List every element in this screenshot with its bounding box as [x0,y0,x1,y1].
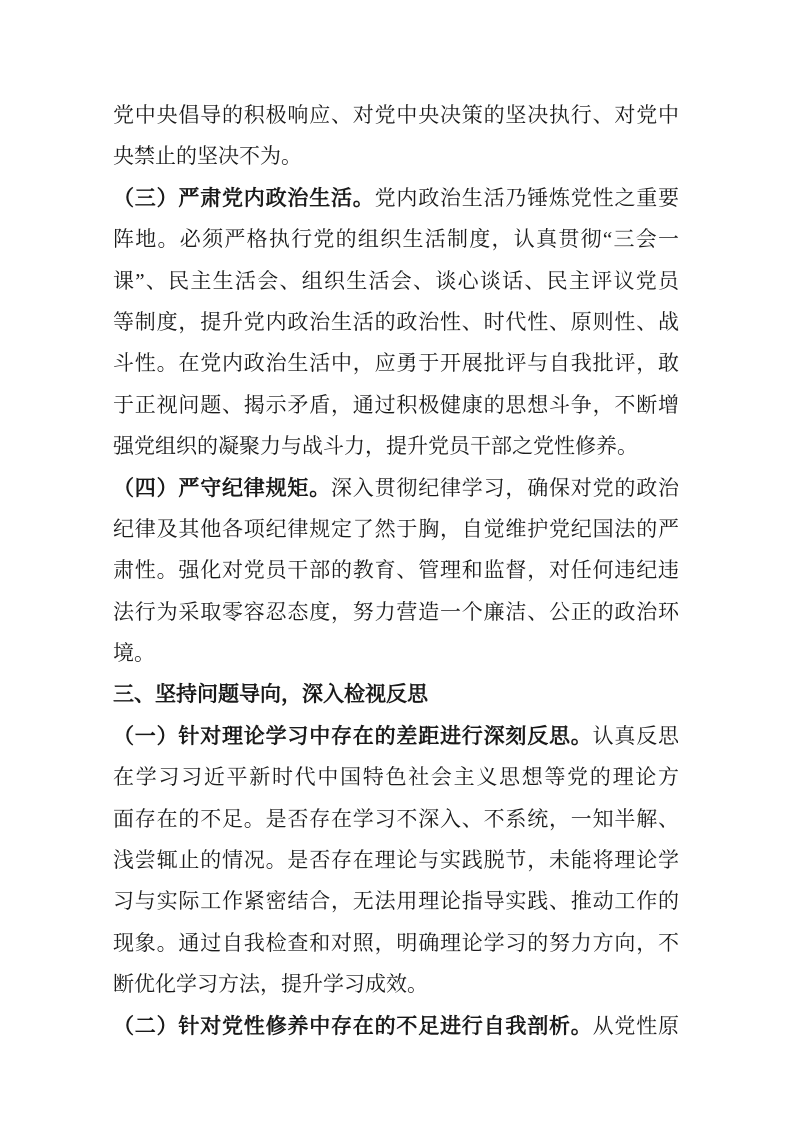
text-segment: 在学习习近平新时代中国特色社会主义思想等党的理论方 [113,765,679,790]
text-line [113,509,679,550]
text-segment: 课”、民主生活会、组织生活会、谈心谈话、民主评议党员 [113,268,679,293]
text-segment: 境。 [113,641,155,666]
text-segment: 党中央倡导的积极响应、对党中央决策的坚决执行、对党中 [113,103,679,127]
text-line [113,261,679,302]
text-segment: 斗性。在党内政治生活中，应勇于开展批评与自我批评，敢 [113,351,679,376]
section-heading-line [113,674,679,715]
text-segment: 强党组织的凝聚力与战斗力，提升党员干部之党性修养。 [113,434,638,459]
text-line [113,881,679,922]
text-line [113,840,679,881]
text-segment: 等制度，提升党内政治生活的政治性、时代性、原则性、战 [113,309,679,334]
text-line [113,343,679,384]
text-segment: 法行为采取零容忍态度，努力营造一个廉洁、公正的政治环 [113,599,679,624]
bold-text-segment: （三）严肃党内政治生活。 [113,185,375,210]
text-line [113,757,679,798]
document-body [113,95,679,1047]
text-line [113,550,679,591]
text-segment: 面存在的不足。是否存在学习不深入、不系统，一知半解、 [113,806,679,831]
text-segment: 断优化学习方法，提升学习成效。 [113,972,428,997]
text-segment: 党内政治生活乃锤炼党性之重要 [374,185,680,210]
text-segment: 阵地。必须严格执行党的组织生活制度，认真贯彻“三会一 [113,227,679,252]
text-segment: 认真反思 [592,723,680,748]
text-line [113,385,679,426]
text-line [113,178,679,219]
text-line [113,633,679,674]
text-segment: 纪律及其他各项纪律规定了然于胸，自觉维护党纪国法的严 [113,516,679,541]
text-line [113,95,679,136]
bold-text-segment: （一）针对理论学习中存在的差距进行深刻反思。 [113,723,593,748]
text-line [113,219,679,260]
text-line [113,716,679,757]
text-line [113,592,679,633]
text-segment: 习与实际工作紧密结合，无法用理论指导实践、推动工作的 [113,889,679,914]
text-line [113,799,679,840]
text-line [113,964,679,1005]
text-line [113,468,679,509]
text-segment: 于正视问题、揭示矛盾，通过积极健康的思想斗争，不断增 [113,392,679,417]
text-line [113,136,679,177]
text-segment: 肃性。强化对党员干部的教育、管理和监督，对任何违纪违 [113,558,679,583]
text-segment: 浅尝辄止的情况。是否存在理论与实践脱节，未能将理论学 [113,848,679,873]
text-segment: 深入贯彻纪律学习，确保对党的政治 [331,475,679,500]
bold-text-segment: 三、坚持问题导向，深入检视反思 [113,682,428,707]
text-line [113,923,679,964]
bold-text-segment: （四）严守纪律规矩。 [113,475,331,500]
text-segment: 现象。通过自我检查和对照，明确理论学习的努力方向，不 [113,930,679,955]
text-segment: 央禁止的坚决不为。 [113,144,302,169]
bold-text-segment: （二）针对党性修养中存在的不足进行自我剖析。 [113,1013,593,1038]
text-line [113,1006,679,1047]
text-line [113,426,679,467]
text-segment: 从党性原 [592,1013,680,1038]
text-line [113,302,679,343]
